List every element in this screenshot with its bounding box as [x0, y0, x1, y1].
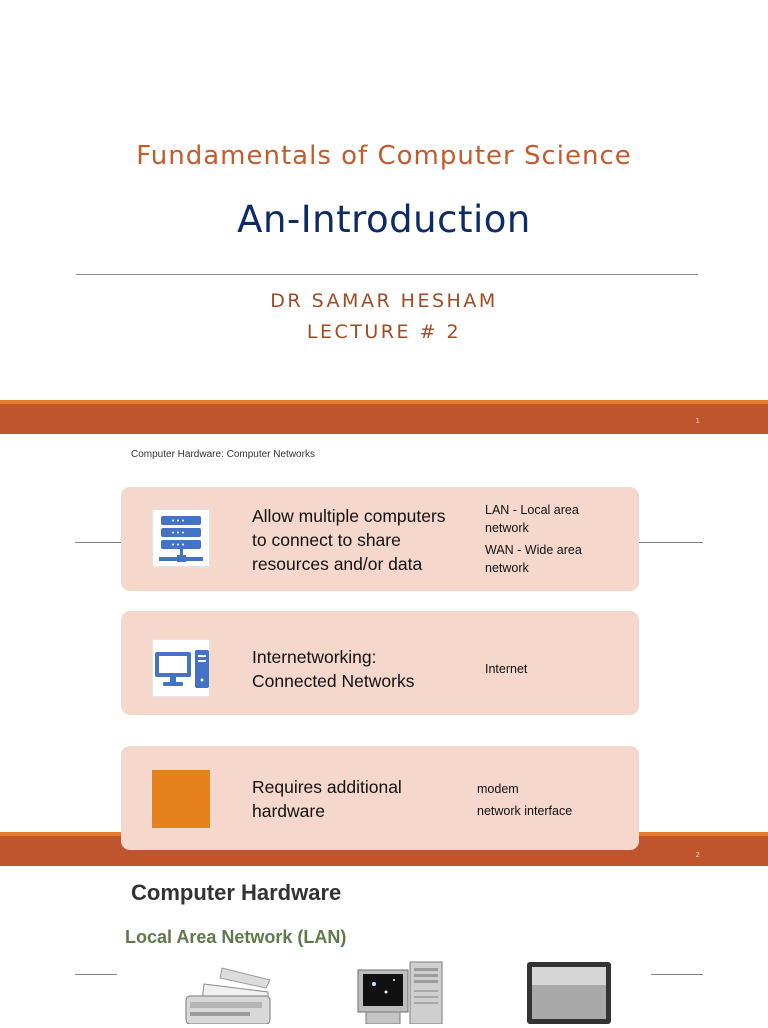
card-side-text [477, 778, 572, 822]
card-side-text [485, 501, 582, 577]
card-line: to connect to share [252, 530, 401, 550]
card-main-text [252, 645, 414, 693]
slide3-title: Computer Hardware [131, 880, 342, 905]
desktop-computer-image [356, 960, 444, 1024]
card-line: hardware [252, 801, 325, 821]
right-divider [639, 542, 703, 543]
network-card-internetworking [121, 611, 639, 715]
card-line: Requires additional [252, 777, 402, 797]
slide2-page-number: 2 [695, 851, 700, 859]
side-line-lan-cont: network [485, 521, 529, 535]
title-divider [76, 274, 698, 275]
orange-square-icon [152, 770, 210, 828]
slide2-heading: Computer Hardware: Computer Networks [131, 449, 315, 460]
card-line: Allow multiple computers [252, 506, 446, 526]
slide3-subtitle: Local Area Network (LAN) [125, 927, 347, 947]
main-title: An-Introduction [237, 198, 531, 241]
desktop-computer-icon [152, 639, 210, 697]
printer-image [182, 966, 272, 1024]
network-card-sharing [121, 487, 639, 591]
lecture-number: LECTURE # 2 [306, 321, 462, 343]
side-line-modem: modem [477, 782, 519, 796]
card-line: resources and/or data [252, 554, 423, 574]
side-line-wan-cont: network [485, 561, 529, 575]
author-name: DR SAMAR HESHAM [270, 290, 498, 312]
right-divider [651, 974, 703, 975]
side-line-nic: network interface [477, 804, 573, 818]
course-title: Fundamentals of Computer Science [136, 141, 632, 171]
card-main-text [252, 504, 446, 576]
side-line-lan: LAN - Local area [485, 503, 579, 517]
card-line: Connected Networks [252, 671, 415, 691]
card-line: Internetworking: [252, 647, 377, 667]
slide1-page-number: 1 [695, 417, 700, 425]
side-line-internet: Internet [485, 662, 528, 676]
side-line-wan: WAN - Wide area [485, 543, 582, 557]
left-divider [75, 542, 121, 543]
left-divider [75, 974, 117, 975]
server-icon [152, 509, 210, 567]
card-side-text [485, 660, 527, 678]
monitor-image [526, 960, 614, 1024]
network-card-hardware [121, 746, 639, 850]
card-main-text [252, 775, 402, 823]
slide1-footer-band [0, 400, 768, 434]
